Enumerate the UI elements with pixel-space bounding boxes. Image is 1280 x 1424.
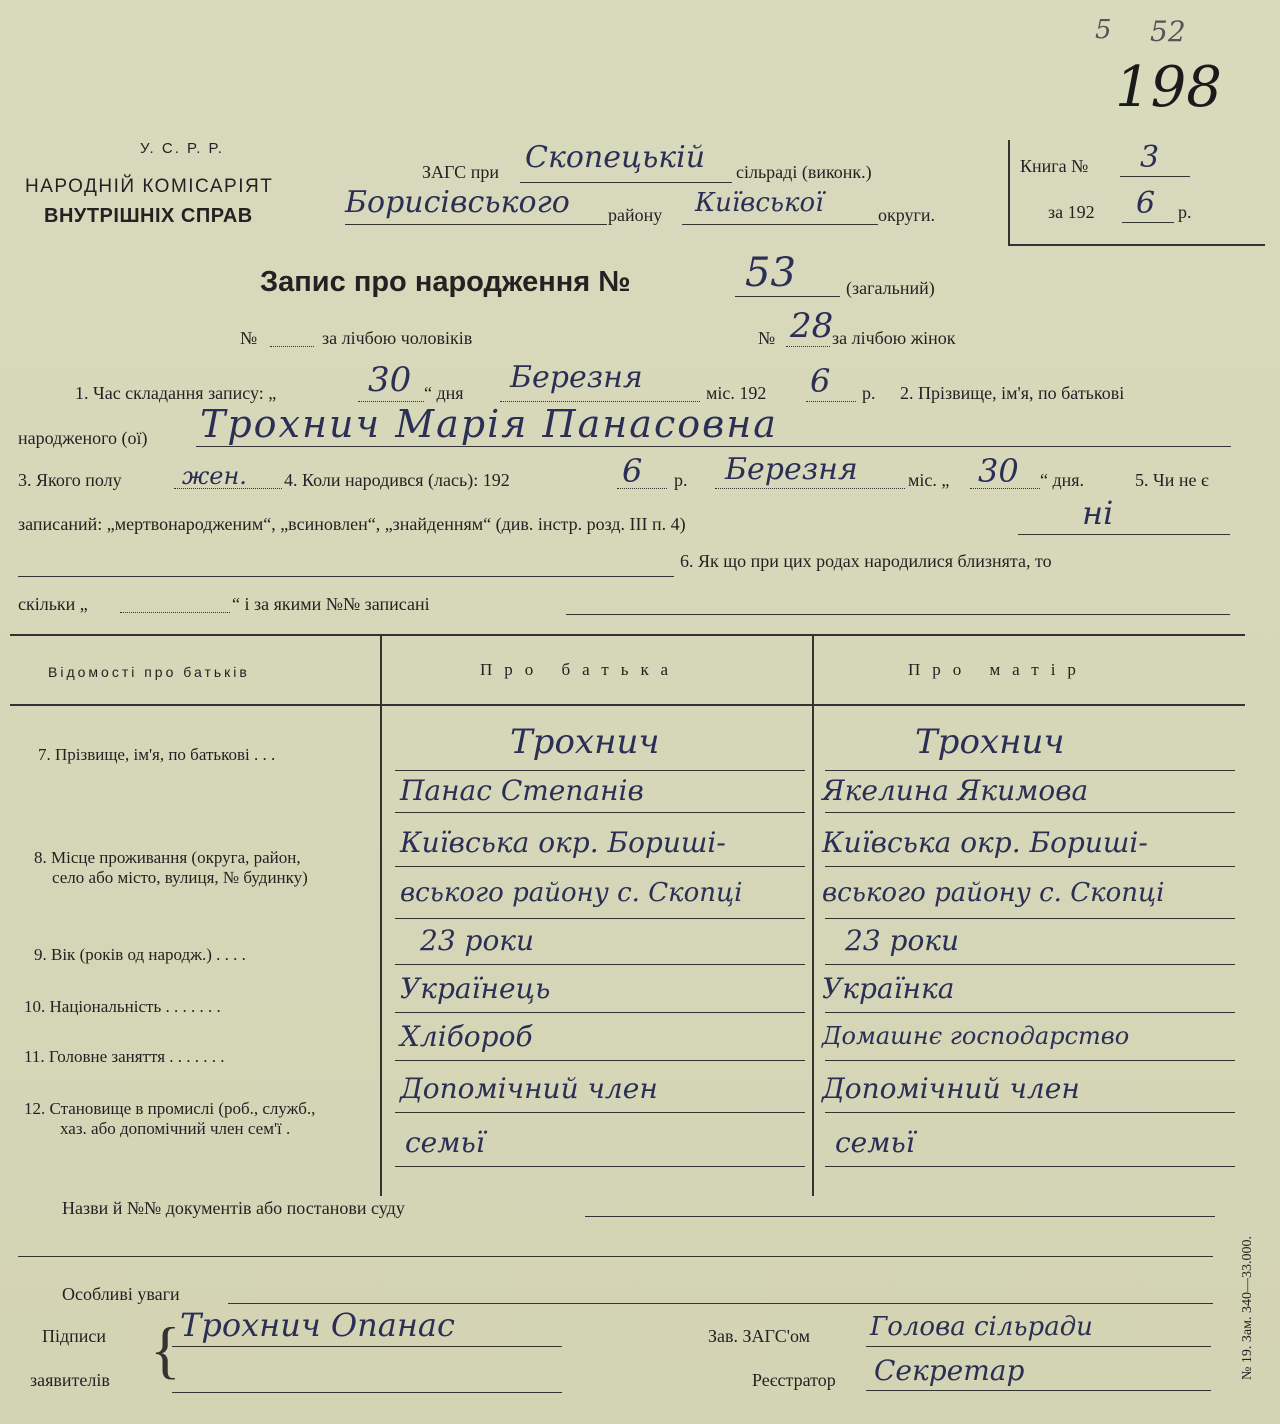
- table-col-1: Відомості про батьків: [48, 664, 250, 680]
- field-2-label-2: народженого (ої): [18, 428, 148, 448]
- district-underline: [345, 224, 607, 225]
- field-6-count-dots: [120, 612, 230, 613]
- field-2-underline: [196, 446, 1231, 447]
- row-line: [395, 812, 805, 813]
- field-1-year: 6: [810, 362, 831, 400]
- field-4-day-suffix: “ дня.: [1040, 470, 1085, 490]
- row-line: [395, 1166, 805, 1167]
- head-value: Голова сільради: [870, 1312, 1093, 1342]
- district-label: району: [608, 205, 663, 225]
- registrar-value: Секретар: [874, 1354, 1025, 1387]
- field-3-value: жен.: [182, 462, 247, 490]
- record-title: Запис про народження №: [260, 266, 631, 298]
- women-count-prefix: №: [758, 328, 776, 348]
- field-1-year-dots: [806, 401, 856, 402]
- applicant-signature: Трохнич Опанас: [180, 1306, 455, 1344]
- book-year-value: 6: [1136, 186, 1156, 221]
- row-line: [825, 770, 1235, 771]
- zags-suffix: сільраді (виконк.): [736, 162, 872, 182]
- head-underline: [866, 1346, 1211, 1347]
- book-year-underline: [1122, 222, 1174, 223]
- table-divider-2: [812, 634, 814, 1196]
- zags-prefix: ЗАГС при: [422, 162, 499, 182]
- field-4-month-dots: [715, 488, 905, 489]
- row-label-12b: хаз. або допомічний член сем'ї .: [60, 1119, 291, 1138]
- father-status-2: семьї: [405, 1126, 485, 1159]
- field-6-underline: [18, 576, 674, 577]
- signatures-brace: {: [150, 1314, 181, 1385]
- field-5-value: ні: [1082, 494, 1114, 532]
- record-title-suffix: (загальний): [846, 278, 935, 298]
- row-label-7: 7. Прізвище, ім'я, по батькові . . .: [38, 745, 276, 764]
- father-status: Допомічний член: [400, 1072, 658, 1105]
- notes-underline: [228, 1303, 1213, 1304]
- table-col-3: Про матір: [908, 660, 1088, 679]
- registrar-label: Реєстратор: [752, 1370, 836, 1390]
- book-year-suffix: р.: [1178, 202, 1192, 222]
- mother-name: Якелина Якимова: [822, 774, 1089, 807]
- field-5-underline: [1018, 534, 1230, 535]
- women-count-value: 28: [790, 306, 834, 346]
- signatures-label-1: Підписи: [42, 1326, 107, 1346]
- father-age: 23 роки: [420, 924, 535, 957]
- field-6-label-2a: скільки „: [18, 594, 88, 614]
- field-4-month: Березня: [725, 452, 858, 487]
- archive-mark-a: 5: [1095, 15, 1112, 45]
- row-label-8a: 8. Місце проживання (округа, район,: [34, 848, 301, 867]
- republic-label: У. С. Р. Р.: [140, 140, 224, 157]
- row-line: [395, 770, 805, 771]
- field-2-value: Трохнич Марія Панасовна: [200, 402, 778, 446]
- mother-status-2: семьї: [835, 1126, 915, 1159]
- district-value: Борисівського: [345, 185, 570, 220]
- field-1-month: Березня: [510, 360, 643, 395]
- mother-status: Допомічний член: [822, 1072, 1080, 1105]
- head-label: Зав. ЗАГС'ом: [708, 1326, 810, 1346]
- book-value: 3: [1140, 140, 1160, 175]
- signature-line-1: [172, 1346, 562, 1347]
- field-1-day: 30: [368, 360, 412, 400]
- table-header-rule: [10, 704, 1245, 706]
- field-3-label: 3. Якого полу: [18, 470, 122, 490]
- row-line: [825, 812, 1235, 813]
- field-5-label-2: записаний: „мертвонародженим“, „всиновлен“, „знайденням“ (див. інстр. розд. III п. 4): [18, 514, 686, 534]
- mother-residence-2: вського району с. Скопці: [822, 878, 1165, 908]
- father-name: Панас Степанів: [400, 774, 644, 807]
- documents-label: Назви й №№ документів або постанови суду: [62, 1198, 405, 1218]
- row-label-9: 9. Вік (років од народж.) . . . .: [34, 945, 246, 964]
- mother-age: 23 роки: [845, 924, 960, 957]
- women-count-label: за лічбою жінок: [832, 328, 956, 348]
- row-line: [395, 1012, 805, 1013]
- record-number: 53: [745, 250, 796, 296]
- men-count-dots: [270, 346, 314, 347]
- row-line: [825, 866, 1235, 867]
- zags-value: Скопецькій: [525, 140, 706, 175]
- field-4-r: р.: [674, 470, 688, 490]
- women-count-dots: [786, 346, 830, 347]
- row-line: [395, 1112, 805, 1113]
- field-1-mis: міс. 192: [706, 383, 767, 403]
- field-6-label: 6. Як що при цих родах народилися близнята, то: [680, 551, 1052, 571]
- father-residence-2: вського району с. Скопці: [400, 878, 743, 908]
- book-label: Книга №: [1020, 156, 1089, 176]
- table-top-rule: [10, 634, 1245, 636]
- region-underline: [682, 224, 878, 225]
- region-value: Київської: [695, 188, 824, 218]
- men-count-label: за лічбою чоловіків: [322, 328, 473, 348]
- row-line: [825, 1060, 1235, 1061]
- field-4-day: 30: [978, 452, 1019, 490]
- row-label-10: 10. Національність . . . . . . .: [24, 997, 221, 1016]
- book-year-prefix: за 192: [1048, 202, 1095, 222]
- notes-label: Особливі уваги: [62, 1284, 180, 1304]
- record-number-underline: [735, 296, 840, 297]
- row-line: [395, 964, 805, 965]
- row-label-8b: село або місто, вулиця, № будинку): [52, 868, 308, 887]
- row-line: [395, 866, 805, 867]
- field-4-mis: міс. „: [908, 470, 950, 490]
- father-residence-1: Київська окр. Бориші-: [400, 826, 726, 859]
- sheet-number: 198: [1115, 55, 1222, 120]
- mother-surname: Трохнич: [915, 722, 1065, 762]
- field-1-label: 1. Час складання запису: „: [75, 383, 277, 403]
- row-line: [825, 1012, 1235, 1013]
- printer-mark-text: № 19. Зам. 340—33.000.: [1240, 1236, 1255, 1380]
- field-6-numbers-underline: [566, 614, 1230, 615]
- commissariat-line-2: ВНУТРІШНІХ СПРАВ: [44, 205, 253, 227]
- father-nationality: Українець: [400, 972, 551, 1005]
- row-label-12a: 12. Становище в промислі (роб., служб.,: [24, 1099, 316, 1118]
- documents-underline-2: [18, 1256, 1213, 1257]
- mother-occupation: Домашнє господарство: [822, 1022, 1130, 1050]
- row-label-11: 11. Головне заняття . . . . . . .: [24, 1047, 225, 1066]
- commissariat-line-1: НАРОДНІЙ КОМІСАРІЯТ: [25, 176, 274, 197]
- zags-underline: [520, 182, 732, 183]
- row-line: [825, 918, 1235, 919]
- row-line: [395, 1060, 805, 1061]
- field-6-label-2b: “ і за якими №№ записані: [232, 594, 430, 614]
- mother-nationality: Українка: [822, 972, 955, 1005]
- documents-underline: [585, 1216, 1215, 1217]
- table-col-2: Про батька: [480, 660, 681, 679]
- archive-mark-b: 52: [1150, 15, 1186, 48]
- row-line: [825, 1112, 1235, 1113]
- mother-residence-1: Київська окр. Бориші-: [822, 826, 1148, 859]
- signature-line-2: [172, 1392, 562, 1393]
- father-occupation: Хлібороб: [400, 1020, 533, 1053]
- field-2-label: 2. Прізвище, ім'я, по батькові: [900, 383, 1125, 403]
- field-1-r: р.: [862, 383, 876, 403]
- field-4-year: 6: [622, 452, 643, 490]
- book-underline: [1120, 176, 1190, 177]
- region-label: округи.: [878, 205, 936, 225]
- father-surname: Трохнич: [510, 722, 660, 762]
- field-4-label: 4. Коли народився (лась): 192: [284, 470, 510, 490]
- row-line: [395, 918, 805, 919]
- field-5-label: 5. Чи не є: [1135, 470, 1209, 490]
- table-divider-1: [380, 634, 382, 1196]
- row-line: [825, 964, 1235, 965]
- signatures-label-2: заявителів: [30, 1370, 110, 1390]
- row-line: [825, 1166, 1235, 1167]
- registrar-underline: [866, 1390, 1211, 1391]
- men-count-prefix: №: [240, 328, 258, 348]
- field-1-day-suffix: “ дня: [424, 383, 464, 403]
